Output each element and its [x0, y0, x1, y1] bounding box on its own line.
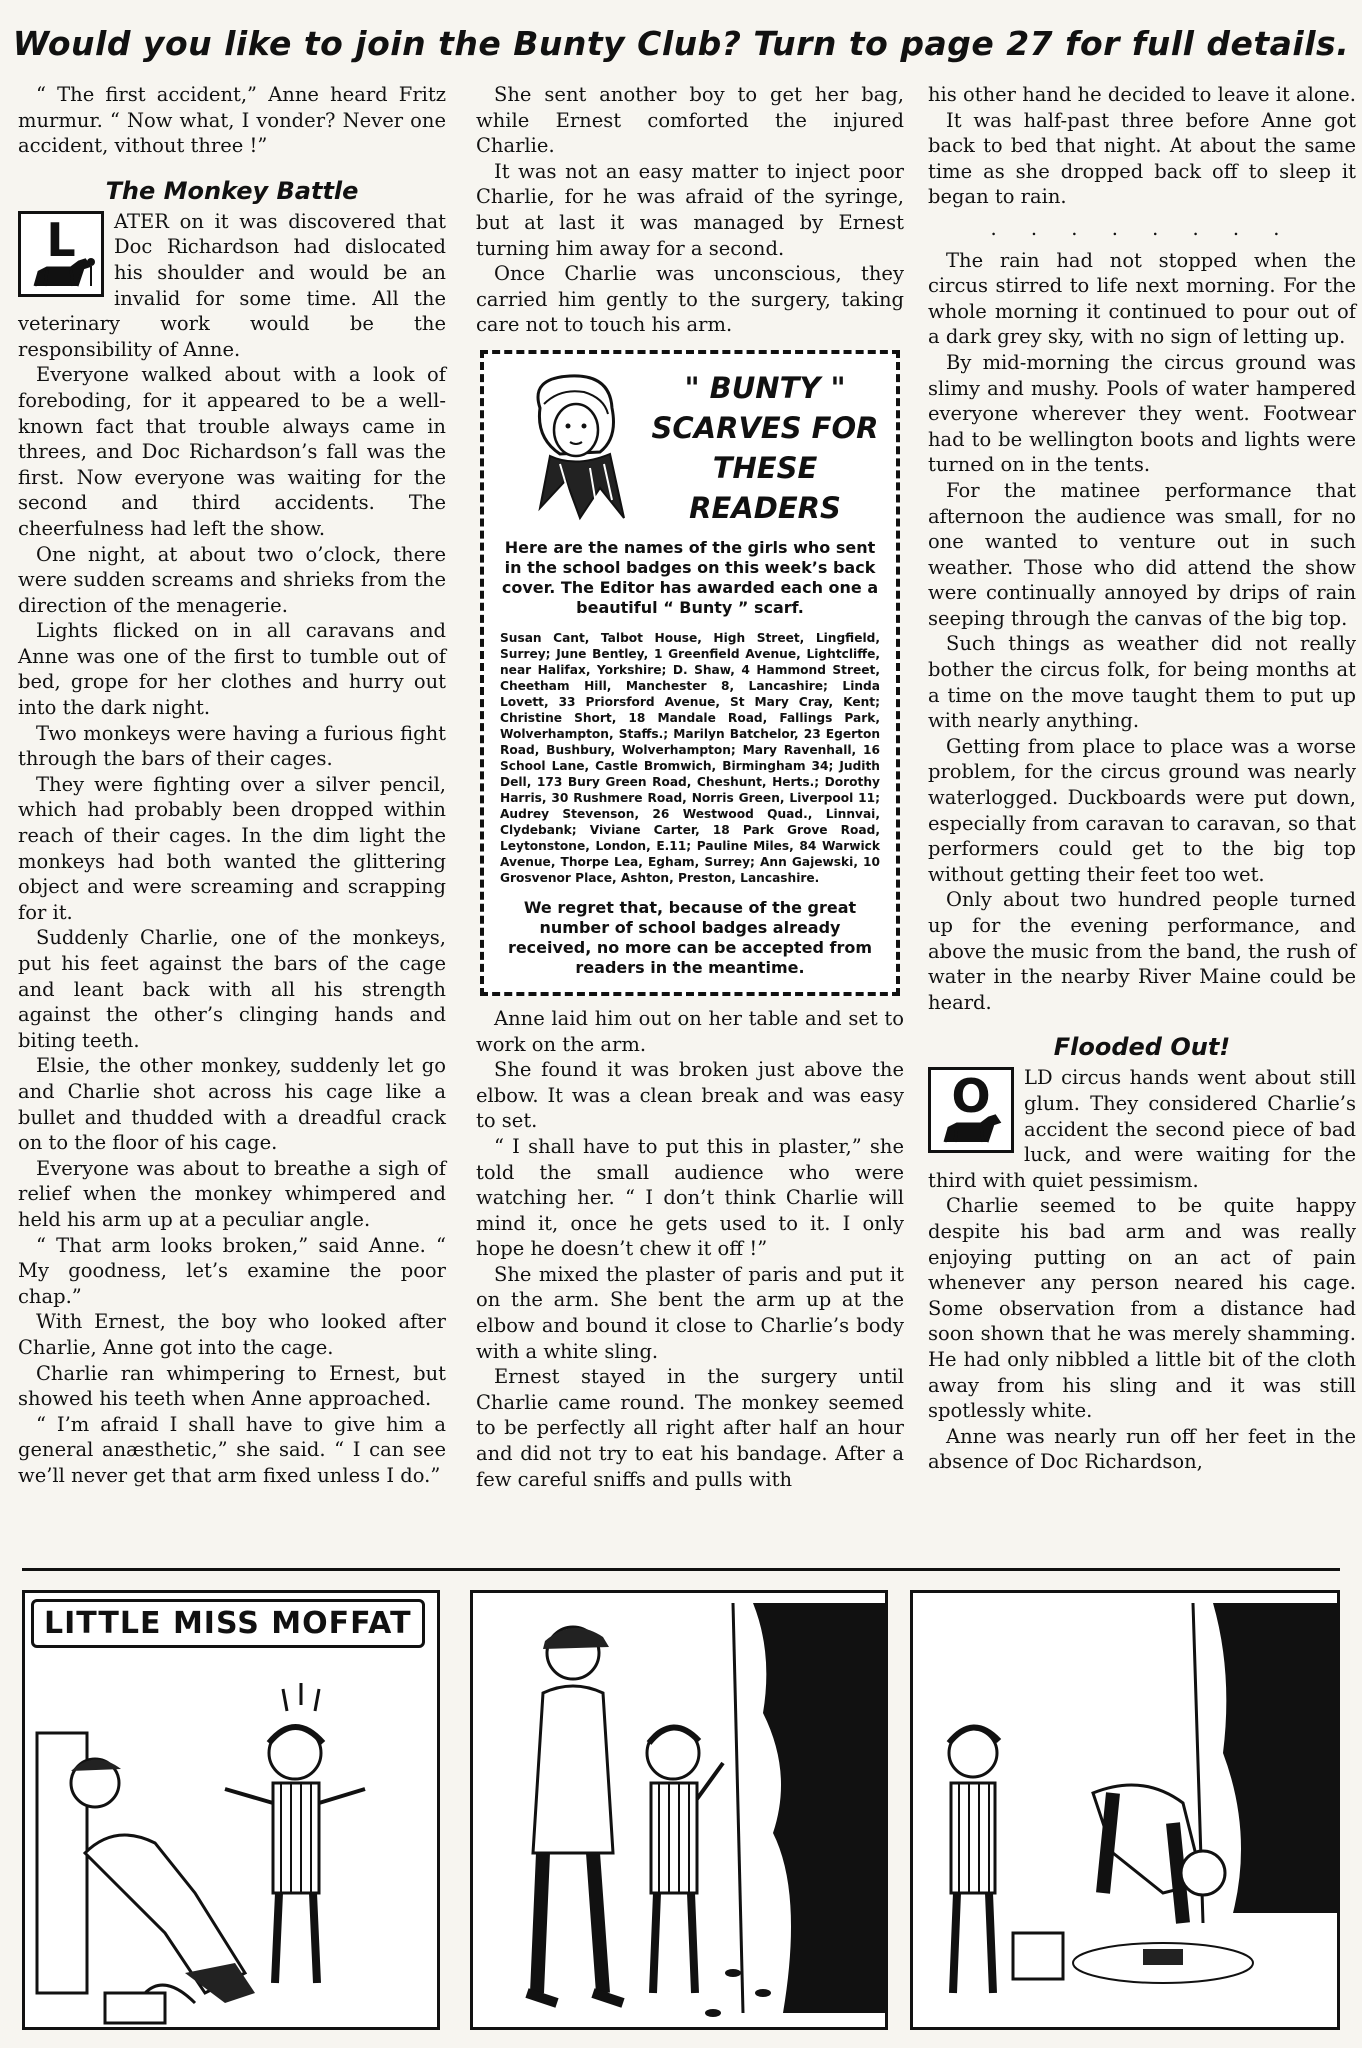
paragraph: Only about two hundred people turned up for the evening performance, and above the music from the band, the rush of water in the nearby River Maine could be heard. [928, 888, 1356, 1014]
paragraph: With Ernest, the boy who looked after Charlie, Anne got into the cage. [18, 1310, 446, 1359]
paragraph: “ That arm looks broken,” said Anne. “ My goodness, let’s examine the poor chap.” [18, 1233, 446, 1308]
girl-portrait-illustration [500, 368, 650, 528]
comic-illustration-3 [913, 1593, 1340, 2030]
paragraph: Charlie seemed to be quite happy despite his bad arm and was really enjoying putting on an act of pain whenever any person neared his cage. Some observation from a distance had soon shown that he was merely shamming. He had only nibbled a little bit of the cloth away from his sling and it was still spotlessly white. [928, 1194, 1356, 1423]
divider-rule [22, 1568, 1340, 1571]
paragraph: She sent another boy to get her bag, while Ernest comforted the injured Charlie. [476, 83, 904, 158]
paragraph: “ The first accident,” Anne heard Fritz murmur. “ Now what, I vonder? Never one accident, vithout three !” [18, 83, 446, 158]
paragraph: Anne was nearly run off her feet in the absence of Doc Richardson, [928, 1424, 1356, 1474]
paragraph: Such things as weather did not really bother the circus folk, for being months at a time on the move taught them to put up with nearly anything. [928, 632, 1356, 733]
paragraph: It was not an easy matter to inject poor Charlie, for he was afraid of the syringe, but at last it was managed by Ernest turning him away for a second. [476, 159, 904, 260]
drop-cap-o: O [928, 1067, 1014, 1153]
comic-panel-1 [22, 1590, 440, 2030]
paragraph: Everyone walked about with a look of foreboding, for it appeared to be a well-known fact that trouble always came in threes, and Doc Richardson’s fall was the first. Now everyone was waiting for the second and third accidents. The cheerfulness had left the show. [18, 363, 446, 540]
paragraph: The rain had not stopped when the circus stirred to life next morning. For the whole morning it continued to pour out of a dark grey sky, with no sign of letting up. [928, 248, 1356, 349]
notice-footer: We regret that, because of the great number of school badges already received, no more can be accepted from readers in the meantime. [507, 897, 873, 977]
paragraph: “ I shall have to put this in plaster,” she told the small audience who were watching her. “ I don’t think Charlie will mind it, once he gets used to it. I only hope he doesn’t chew it off !” [476, 1134, 904, 1261]
comic-panel-3 [910, 1590, 1340, 2030]
comic-illustration-1 [25, 1593, 440, 2030]
paragraph: For the matinee performance that afternoon the audience was small, for no one wanted to venture out in such weather. Those who did attend the show were continually annoyed by drips of rain seeping through the canvas of the big top. [928, 478, 1356, 630]
comic-panel-2 [470, 1590, 888, 2030]
section-heading-monkey-battle: The Monkey Battle [105, 176, 359, 205]
comic-illustration-2 [473, 1593, 888, 2030]
horse-icon [27, 256, 97, 290]
column-1 [18, 82, 446, 1488]
horse-icon [937, 1112, 1007, 1146]
column-2 [476, 82, 904, 1492]
paragraph: Getting from place to place was a worse problem, for the circus ground was nearly waterlogged. Duckboards were put down, especially from caravan to caravan, so that performers could get to the big top without getting their feet too wet. [928, 734, 1356, 886]
drop-cap-l: L [18, 211, 104, 297]
paragraph: One night, at about two o’clock, there were sudden screams and shrieks from the direction of the menagerie. [18, 542, 446, 617]
column-3 [928, 82, 1356, 1475]
paragraph: Everyone was about to breathe a sigh of relief when the monkey whimpered and held his arm up at a peculiar angle. [18, 1156, 446, 1231]
paragraph: Lights flicked on in all caravans and Anne was one of the first to tumble out of bed, grope for her clothes and hurry out into the dark night. [18, 619, 446, 720]
paragraph: “ I’m afraid I shall have to give him a general anæsthetic,” she said. “ I can see we’ll never get that arm fixed unless I do.” [18, 1412, 446, 1487]
paragraph: Ernest stayed in the surgery until Charlie came round. The monkey seemed to be perfectly all right after half an hour and did not try to eat his bandage. After a few careful sniffs and pulls with [476, 1365, 904, 1491]
paragraph: It was half-past three before Anne got back to bed that night. At about the same time as she dropped back off to sleep it began to rain. [928, 108, 1356, 209]
paragraph: She mixed the plaster of paris and put it on the arm. She bent the arm up at the elbow and bound it close to Charlie’s body with a white sling. [476, 1262, 904, 1363]
club-banner: Would you like to join the Bunty Club? Turn to page 27 for full details. [12, 24, 1350, 63]
notice-title: " BUNTY " SCARVES FOR THESE READERS [651, 370, 879, 525]
paragraph: Suddenly Charlie, one of the monkeys, put his feet against the bars of the cage and leant back with all his strength against the other’s clinging hands and biting teeth. [18, 926, 446, 1052]
section-heading-flooded-out: Flooded Out! [1053, 1033, 1231, 1062]
paragraph: his other hand he decided to leave it alone. [928, 83, 1356, 106]
paragraph: Charlie ran whimpering to Ernest, but showed his teeth when Anne approached. [18, 1361, 446, 1411]
paragraph: Two monkeys were having a furious fight through the bars of their cages. [18, 721, 446, 771]
paragraph: Elsie, the other monkey, suddenly let go and Charlie shot across his cage like a bullet and thudded with a dreadful crack on to the floor of his cage. [18, 1054, 446, 1155]
paragraph: They were fighting over a silver pencil, which had probably been dropped within reach of their cages. In the dim light the monkeys had both wanted the glittering object and were screaming and scrapping for it. [18, 772, 446, 924]
paragraph: ATER on it was discovered that Doc Richardson had dislocated his shoulder and would be an invalid for some time. All the veterinary work would be the responsibility of Anne. [18, 209, 446, 361]
comic-strip-title: LITTLE MISS MOFFAT [31, 1599, 425, 1648]
notice-intro: Here are the names of the girls who sent in the school badges on this week’s back cover. The Editor has awarded each one a beautiful “ Bunty ” scarf. [501, 537, 879, 617]
paragraph: By mid-morning the circus ground was slimy and mushy. Pools of water hampered everyone wherever they went. Footwear had to be wellington boots and lights were turned on in the tents. [928, 350, 1356, 477]
winners-list: Susan Cant, Talbot House, High Street, Lingfield, Surrey; June Bentley, 1 Greenfield Avenue, Lightcliffe, near Halifax, Yorkshire; D. Shaw, 4 Hammond Street, Cheetham Hill, Manchester 8, Lancashire; Linda Lovett, 33 Priorsford Avenue, St Mary Cray, Kent; Christine Short, 18 Mandale Road, Fallings Park, Wolverhampton, Staffs.; Marilyn Batchelor, 23 Egerton Road, Bushbury, Wolverhampton; Mary Ravenhall, 16 School Lane, Castle Bromwich, Birmingham 34; Judith Dell, 173 Bury Green Road, Cheshunt, Herts.; Dorothy Harris, 30 Rushmere Road, Norris Green, Liverpool 11; Audrey Stevenson, 26 Westwood Quad., Linnvai, Clydebank; Viviane Carter, 18 Park Grove Road, Leytonstone, London, E.11; Pauline Miles, 84 Warwick Avenue, Thorpe Lea, Egham, Surrey; Ann Gajewski, 10 Grosvenor Place, Ashton, Preston, Lancashire. [500, 630, 880, 885]
paragraph: Anne laid him out on her table and set to work on the arm. [476, 1006, 904, 1056]
paragraph: Once Charlie was unconscious, they carried him gently to the surgery, taking care not to touch his arm. [476, 262, 904, 337]
paragraph: She found it was broken just above the elbow. It was a clean break and was easy to set. [476, 1058, 904, 1133]
section-break-dots: . . . . . . . . [990, 216, 1294, 240]
scarves-notice-box [480, 350, 900, 996]
paragraph: LD circus hands went about still glum. They considered Charlie’s accident the second piece of bad luck, and were waiting for the third with quiet pessimism. [928, 1066, 1356, 1192]
